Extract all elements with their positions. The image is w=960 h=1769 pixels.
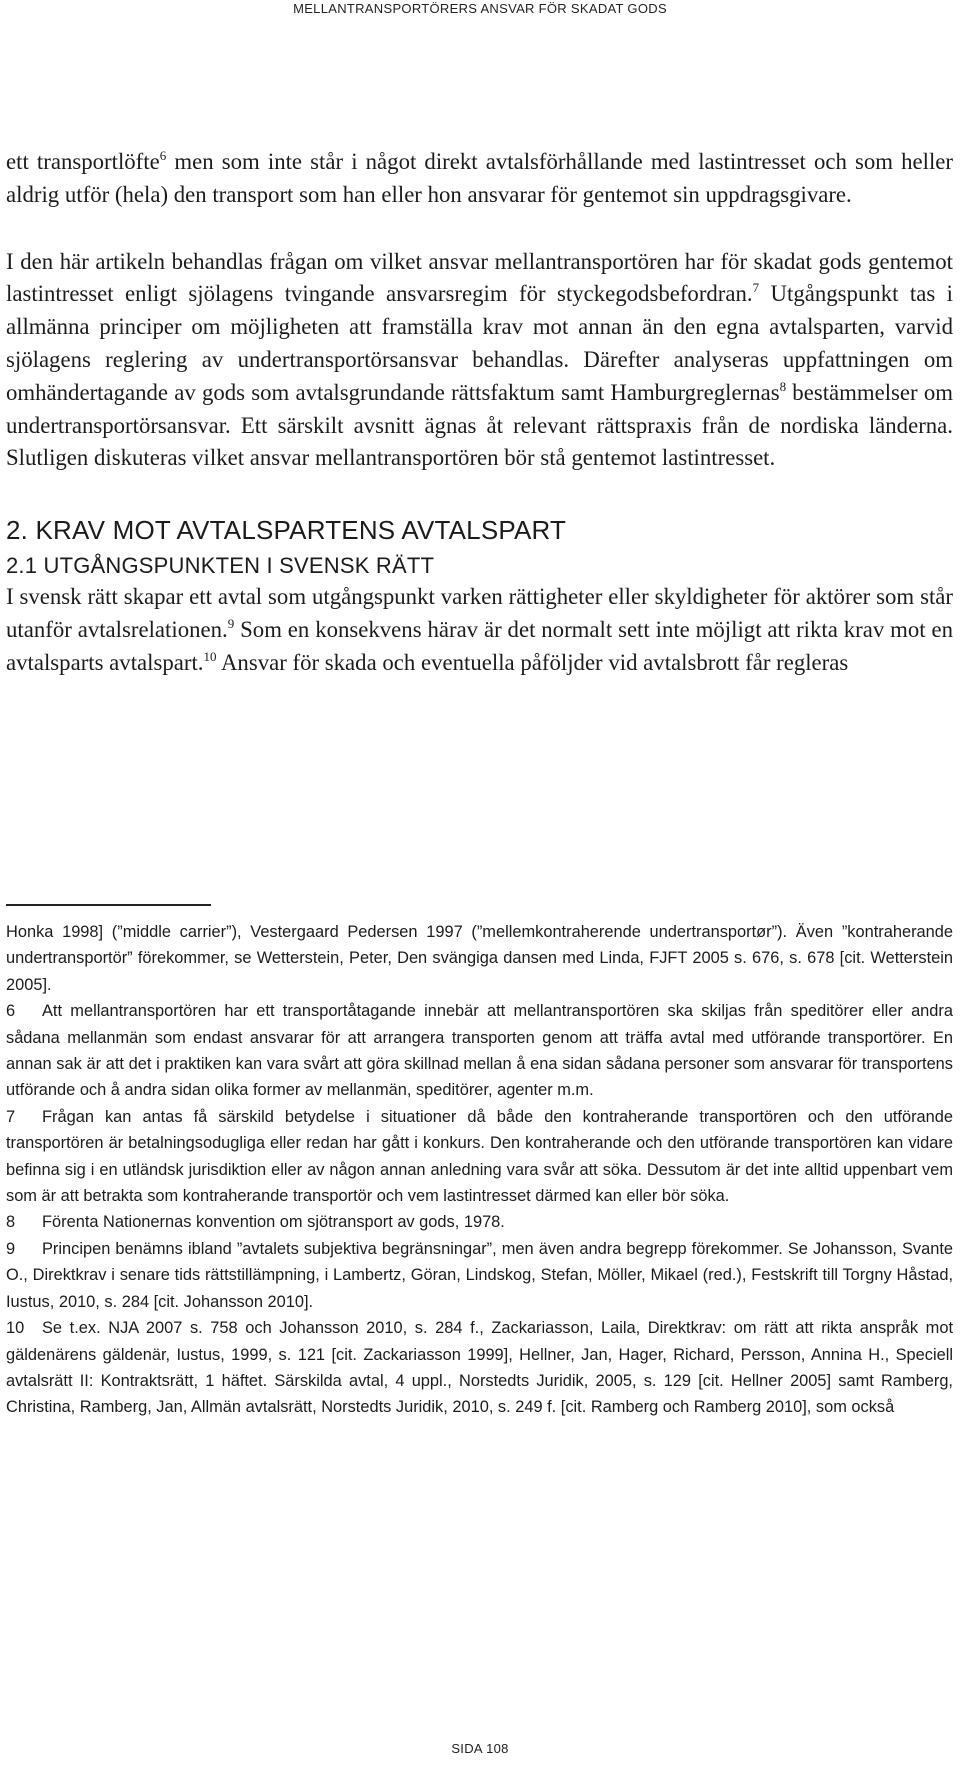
paragraph-3-text-c: Ansvar för skada och eventuella påföljder vid avtalsbrott får regleras xyxy=(216,649,849,675)
footnote-number: 10 xyxy=(6,1319,25,1338)
footnote-ref-10[interactable]: 10 xyxy=(203,648,217,664)
footnote-ref-8[interactable]: 8 xyxy=(779,378,787,394)
section-heading: 2. KRAV MOT AVTALSPARTENS AVTALSPART xyxy=(6,515,567,546)
paragraph-2-text-a: I den här artikeln behandlas frågan om vilket ansvar mellantransportören har för skadat gods gentemot lastintresset enligt sjölagens tvingande ansvarsregim för styckegodsbefordran. xyxy=(6,248,953,307)
paragraph-3 xyxy=(6,581,953,679)
footnotes xyxy=(6,919,953,1421)
footnote-ref-7[interactable]: 7 xyxy=(752,280,760,296)
footnote-ref-6[interactable]: 6 xyxy=(159,148,167,163)
page-number: SIDA 108 xyxy=(451,1741,509,1756)
body-text xyxy=(6,146,953,680)
footnote-text: Frågan kan antas få särskild betydelse i situationer då både den kontraherande transportören och den utförande transportören är betalningsodugliga eller redan har gått i konkurs. Den kontraherande och den utförande transportören kan vidare befinna sig i en utländsk jurisdiktion eller av någon annan anledning vara svår att söka. Dessutom är det inte alltid uppenbart vem som är att betrakta som kontraherande transportör och vem lastintresset därmed kan eller bör söka. xyxy=(6,1107,953,1206)
paragraph-3-text-b: Som en konsekvens härav är det normalt sett inte möjligt att rikta krav mot en avtalsparts avtalspart. xyxy=(6,616,953,675)
footnote-10 xyxy=(6,1315,953,1421)
footnote-number: 6 xyxy=(6,1002,16,1021)
paragraph-1-text-a: ett transportlöfte xyxy=(6,149,160,174)
footnote-number: 8 xyxy=(6,1213,16,1232)
footnote-ref-9[interactable]: 9 xyxy=(227,615,235,631)
subsection-heading: 2.1 UTGÅNGSPUNKTEN I SVENSK RÄTT xyxy=(6,553,435,579)
footnote-text: Principen benämns ibland ”avtalets subjektiva begränsningar”, men även andra begrepp förekommer. Se Johansson, Svante O., Direktkrav i senare tids rättstillämpning, i Lambertz, Göran, Lindskog, Stefan, Möller, Mikael (red.), Festskrift till Torgny Håstad, Iustus, 2010, s. 284 [cit. Johansson 2010]. xyxy=(6,1239,953,1311)
paragraph-2-text-c: bestämmelser om undertransportörsansvar. Ett särskilt avsnitt ägnas åt relevant rättspraxis från de nordiska länderna. Slutligen diskuteras vilket ansvar mellantransportören bör stå gentemot lastintresset. xyxy=(6,379,953,471)
footnote-text: Att mellantransportören har ett transportåtagande innebär att mellantransportören ska skiljas från speditörer eller andra sådana mellanmän som endast ansvarar för att arrangera transporten genom att träffa avtal med utförande transportörer. En annan sak är att det i praktiken kan vara svårt att göra skillnad mellan å ena sidan sådana personer som ansvarar för transportens utförande och å andra sidan olika former av mellanmän, speditörer, agenter m.m. xyxy=(6,1002,953,1100)
footnote-7 xyxy=(6,1104,953,1210)
footnote-divider xyxy=(6,904,211,906)
footnote-9 xyxy=(6,1236,953,1315)
paragraph-2-text-b: Utgångspunkt tas i allmänna principer om möjligheten att framställa krav mot annan än den egna avtalsparten, varvid sjölagens reglering av undertransportörsansvar behandlas. Därefter analyseras uppfattningen om omhändertagande av gods som avtalsgrundande rättsfaktum samt Hamburgreglernas xyxy=(6,281,953,405)
paragraph-1-text-b: men som inte står i något direkt avtalsförhållande med lastintresset och som heller aldrig utför (hela) den transport som han eller hon ansvarar för gentemot sin uppdragsgivare. xyxy=(6,149,954,207)
footnote-6 xyxy=(6,998,953,1104)
paragraph-3-text-a: I svensk rätt skapar ett avtal som utgångspunkt varken rättigheter eller skyldigheter för aktörer som står utanför avtalsrelationen. xyxy=(6,584,953,642)
footnote-continuation: Honka 1998] (”middle carrier”), Vestergaard Pedersen 1997 (”mellemkontraherende undertransportør”). Även ”kontraherande undertransportör” förekommer, se Wetterstein, Peter, Den svängiga dansen med Linda, FJFT 2005 s. 676, s. 678 [cit. Wetterstein 2005]. xyxy=(6,923,953,994)
footnote-number: 9 xyxy=(6,1239,16,1258)
running-head xyxy=(0,0,960,16)
footnote-text: Se t.ex. NJA 2007 s. 758 och Johansson 2010, s. 284 f., Zackariasson, Laila, Direktkrav: om rätt att rikta anspråk mot gäldenärens gäldenär, Iustus, 1999, s. 121 [cit. Zackariasson 1999], Hellner, Jan, Hager, Richard, Persson, Annina H., Speciell avtalsrätt II: Kontraktsrätt, 1 häftet. Särskilda avtal, 4 uppl., Norstedts Juridik, 2005, s. 129 [cit. Hellner 2005] samt Ramberg, Christina, Ramberg, Jan, Allmän avtalsrätt, Norstedts Juridik, 2010, s. 249 f. [cit. Ramberg och Ramberg 2010], som också xyxy=(6,1319,953,1417)
footnote-number: 7 xyxy=(6,1107,16,1126)
paragraph-1 xyxy=(6,146,953,212)
footnote-text: Förenta Nationernas konvention om sjötransport av gods, 1978. xyxy=(42,1213,505,1232)
paragraph-2 xyxy=(6,246,953,476)
running-head-text: MELLANTRANSPORTÖRERS ANSVAR FÖR SKADAT GODS xyxy=(293,1,667,16)
footnote-8 xyxy=(6,1209,953,1235)
